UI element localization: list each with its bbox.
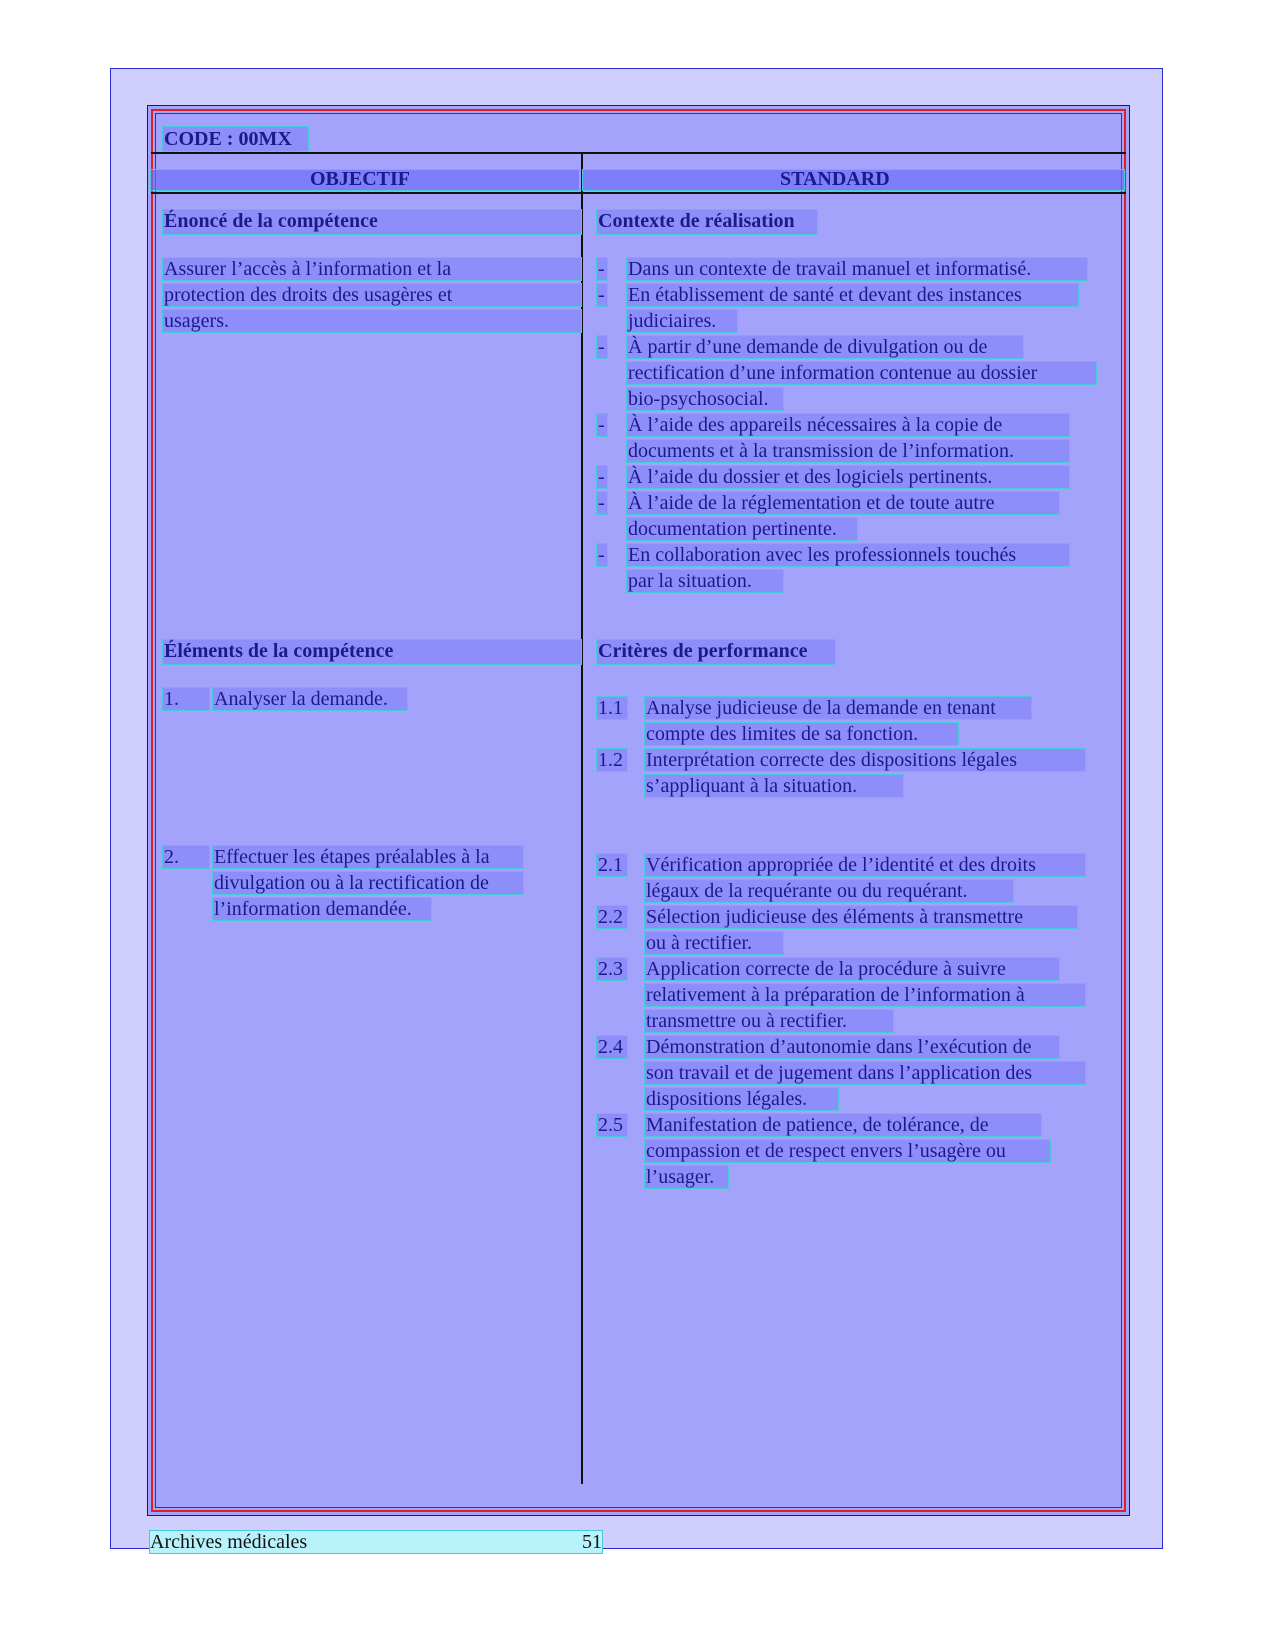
enonce-line: usagers. bbox=[164, 310, 229, 332]
critere-text: transmettre ou à rectifier. bbox=[646, 1010, 848, 1032]
critere-text: relativement à la préparation de l’information à bbox=[646, 984, 1025, 1006]
enonce-title: Énoncé de la compétence bbox=[164, 210, 378, 232]
critere-number: 1.2 bbox=[598, 749, 623, 771]
contexte-bullet: - bbox=[598, 336, 605, 358]
footer-title: Archives médicales bbox=[150, 1531, 308, 1553]
critere-text: Sélection judicieuse des éléments à transmettre bbox=[646, 906, 1024, 928]
critere-number: 2.3 bbox=[598, 958, 623, 980]
contexte-item-text: par la situation. bbox=[628, 570, 752, 592]
element-text: divulgation ou à la rectification de bbox=[214, 872, 489, 894]
contexte-item-text: documentation pertinente. bbox=[628, 518, 837, 540]
contexte-bullet: - bbox=[598, 284, 605, 306]
critere-text: ou à rectifier. bbox=[646, 932, 753, 954]
contexte-item-text: À partir d’une demande de divulgation ou de bbox=[628, 336, 988, 358]
critere-text: Démonstration d’autonomie dans l’exécution de bbox=[646, 1036, 1032, 1058]
critere-number: 2.2 bbox=[598, 906, 623, 928]
header-bottom-rule bbox=[151, 192, 1126, 194]
critere-number: 1.1 bbox=[598, 697, 623, 719]
contexte-item-text: rectification d’une information contenue au dossier bbox=[628, 362, 1038, 384]
objectif-header: OBJECTIF bbox=[310, 168, 411, 190]
critere-text: Application correcte de la procédure à suivre bbox=[646, 958, 1006, 980]
critere-text: Vérification appropriée de l’identité et des droits bbox=[646, 854, 1036, 876]
critere-text: compassion et de respect envers l’usagère ou bbox=[646, 1140, 1006, 1162]
critere-text: légaux de la requérante ou du requérant. bbox=[646, 880, 968, 902]
contexte-item-text: En collaboration avec les professionnels touchés bbox=[628, 544, 1017, 566]
contexte-item-text: En établissement de santé et devant des instances bbox=[628, 284, 1022, 306]
contexte-bullet: - bbox=[598, 466, 605, 488]
critere-text: dispositions légales. bbox=[646, 1088, 808, 1110]
critere-text: l’usager. bbox=[646, 1166, 715, 1188]
element-text: Analyser la demande. bbox=[214, 688, 388, 710]
contexte-bullet: - bbox=[598, 544, 605, 566]
column-divider bbox=[581, 152, 583, 1484]
critere-text: son travail et de jugement dans l’application des bbox=[646, 1062, 1032, 1084]
contexte-title: Contexte de réalisation bbox=[598, 210, 795, 232]
critere-text: Interprétation correcte des dispositions légales bbox=[646, 749, 1017, 771]
contexte-item-text: judiciaires. bbox=[628, 310, 717, 332]
contexte-bullet: - bbox=[598, 492, 605, 514]
critere-number: 2.4 bbox=[598, 1036, 623, 1058]
header-top-rule bbox=[151, 152, 1126, 154]
contexte-item-text: documents et à la transmission de l’information. bbox=[628, 440, 1015, 462]
critere-text: Analyse judicieuse de la demande en tenant bbox=[646, 697, 996, 719]
elements-title: Éléments de la compétence bbox=[164, 640, 394, 662]
critere-text: s’appliquant à la situation. bbox=[646, 775, 858, 797]
element-number: 2. bbox=[164, 846, 179, 868]
contexte-bullet: - bbox=[598, 414, 605, 436]
critere-text: Manifestation de patience, de tolérance, de bbox=[646, 1114, 989, 1136]
standard-header: STANDARD bbox=[780, 168, 890, 190]
footer-page-number: 51 bbox=[582, 1531, 602, 1553]
code-label: CODE : 00MX bbox=[164, 128, 292, 150]
critere-number: 2.1 bbox=[598, 854, 623, 876]
critere-number: 2.5 bbox=[598, 1114, 623, 1136]
element-number: 1. bbox=[164, 688, 179, 710]
enonce-line: protection des droits des usagères et bbox=[164, 284, 453, 306]
element-text: Effectuer les étapes préalables à la bbox=[214, 846, 490, 868]
element-text: l’information demandée. bbox=[214, 898, 412, 920]
contexte-item-text: bio-psychosocial. bbox=[628, 388, 769, 410]
criteres-title: Critères de performance bbox=[598, 640, 808, 662]
contexte-bullet: - bbox=[598, 258, 605, 280]
contexte-item-text: À l’aide des appareils nécessaires à la copie de bbox=[628, 414, 1003, 436]
contexte-item-text: À l’aide du dossier et des logiciels pertinents. bbox=[628, 466, 993, 488]
contexte-item-text: À l’aide de la réglementation et de toute autre bbox=[628, 492, 995, 514]
contexte-item-text: Dans un contexte de travail manuel et informatisé. bbox=[628, 258, 1032, 280]
enonce-line: Assurer l’accès à l’information et la bbox=[164, 258, 452, 280]
critere-text: compte des limites de sa fonction. bbox=[646, 723, 919, 745]
